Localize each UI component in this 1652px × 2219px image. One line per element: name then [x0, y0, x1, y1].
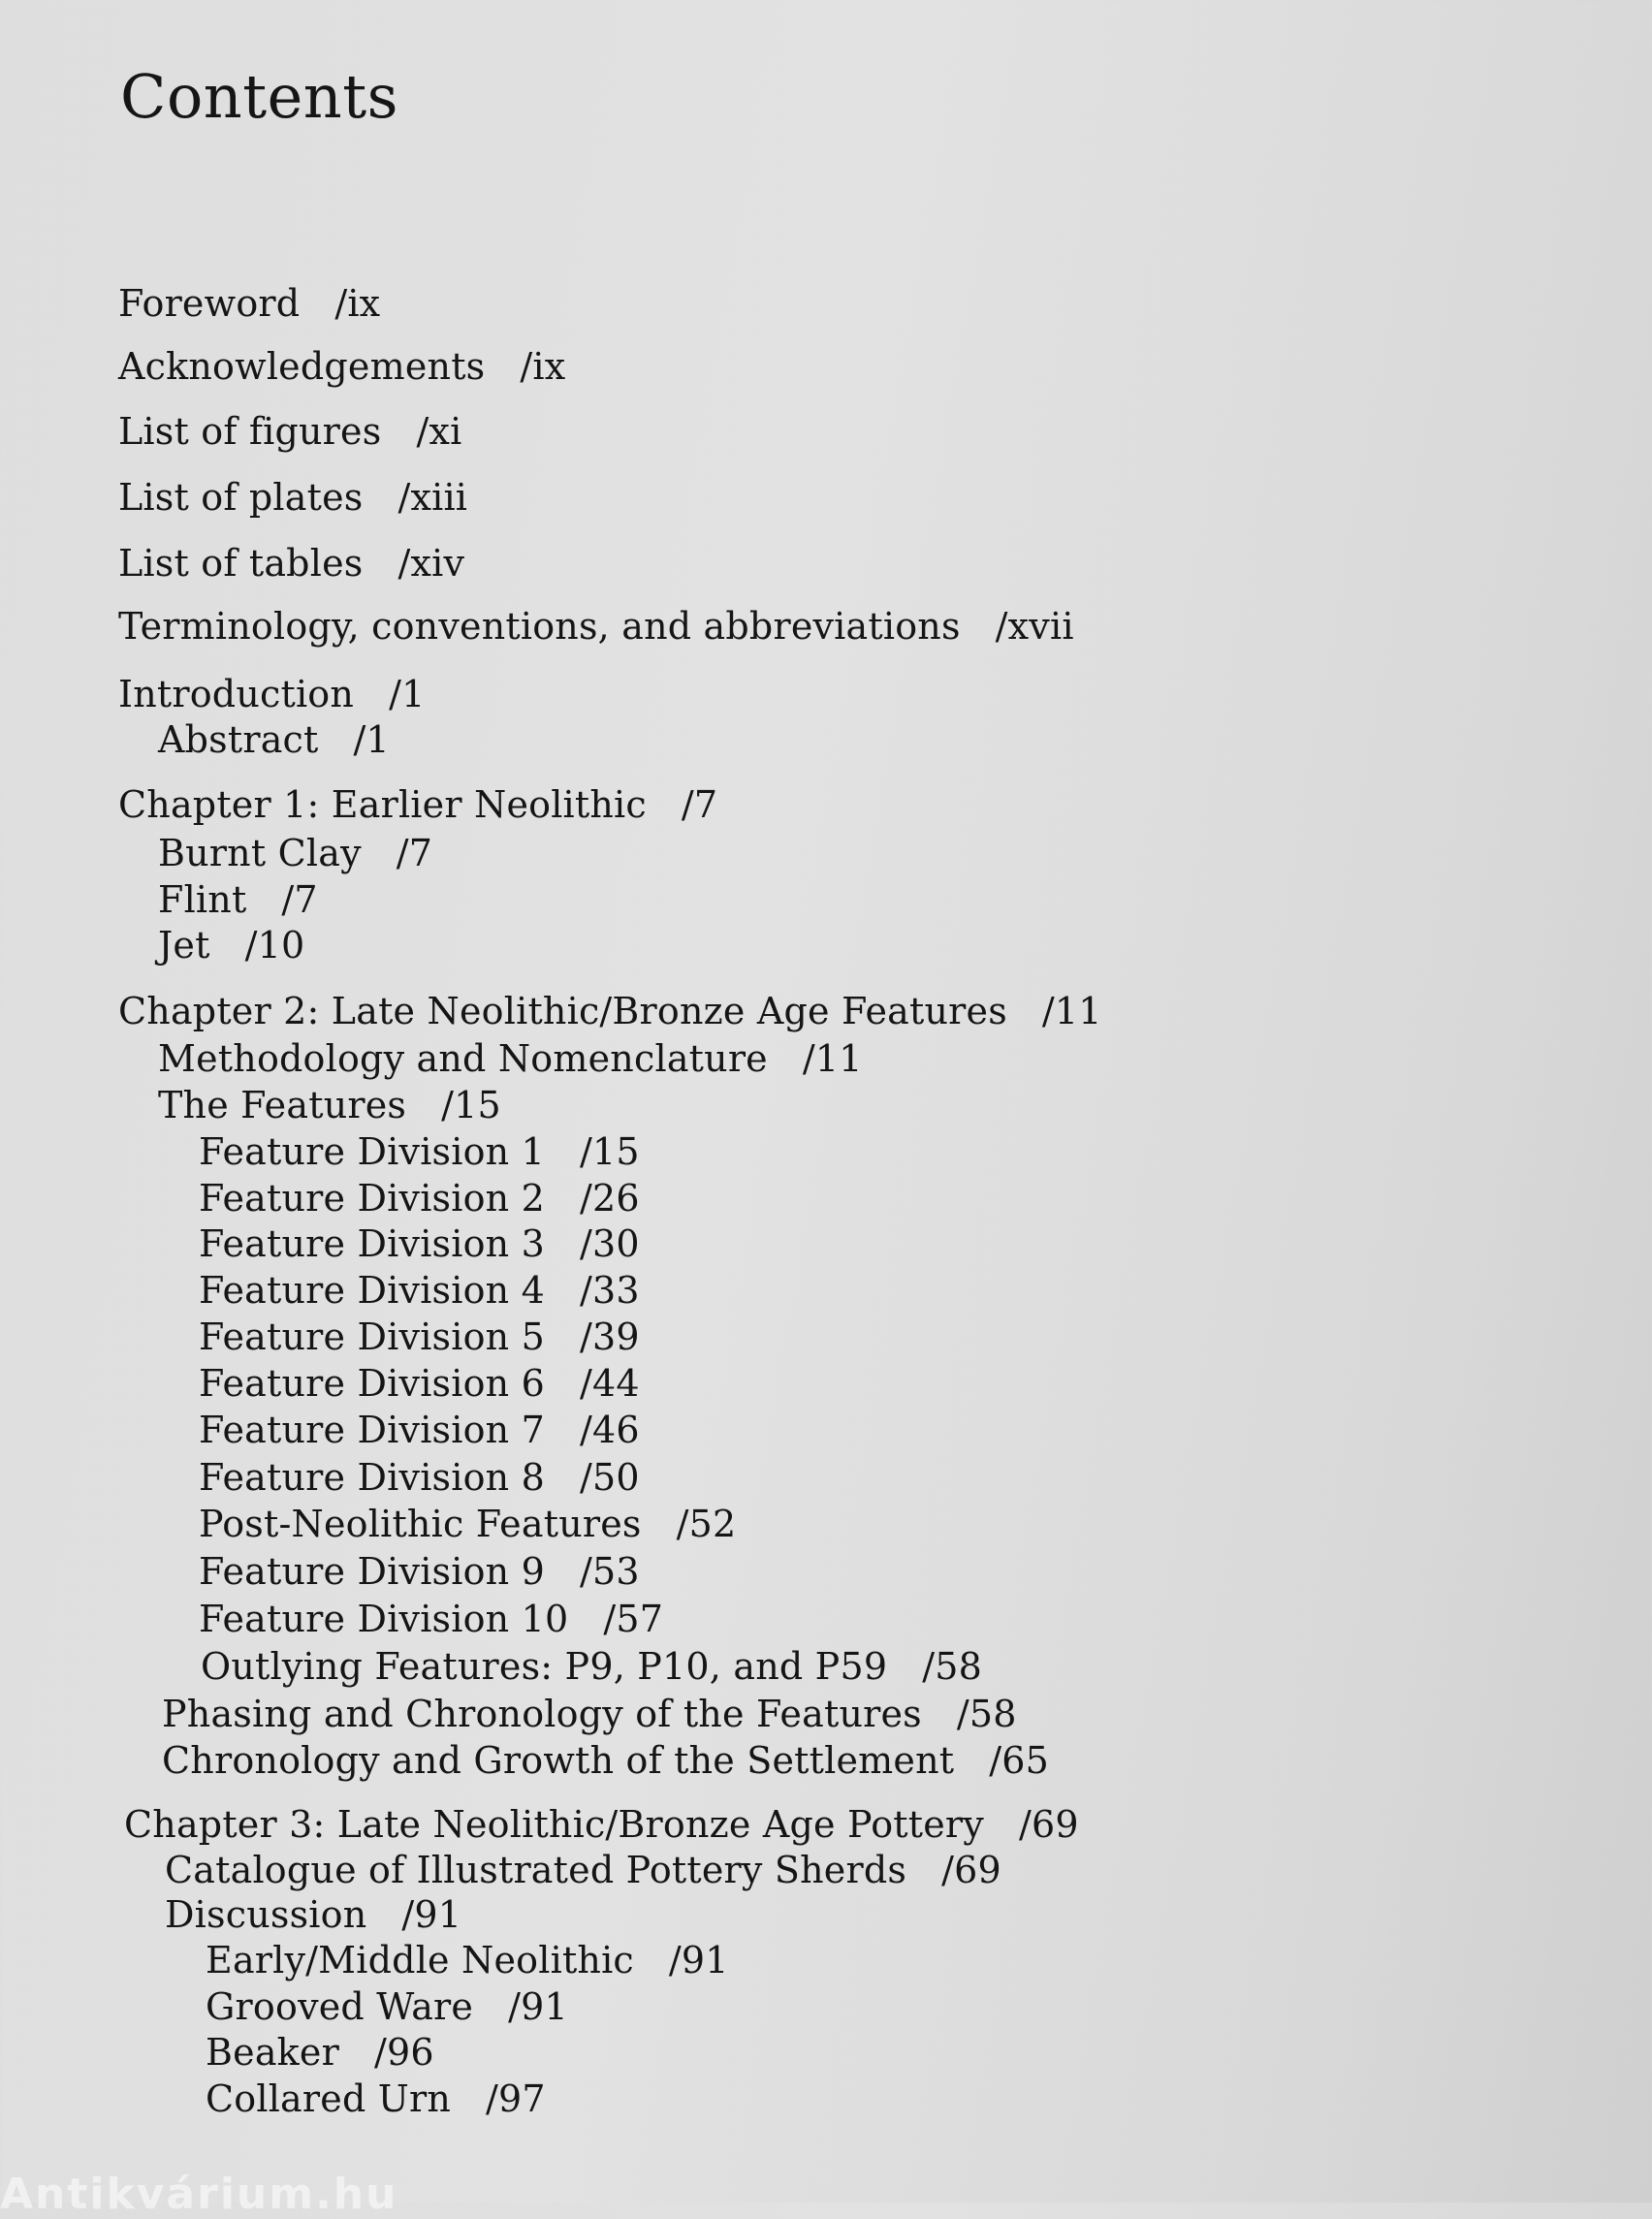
toc-entry-page: /1	[353, 718, 390, 761]
toc-entry-page: /91	[668, 1939, 729, 1981]
toc-entry-title: Chapter 2: Late Neolithic/Bronze Age Features	[118, 990, 1007, 1032]
toc-entry	[199, 1314, 640, 1360]
toc-entry-page: /52	[676, 1503, 737, 1545]
toc-entry-page: /57	[603, 1598, 664, 1640]
toc-entry-title: Post-Neolithic Features	[199, 1503, 642, 1545]
toc-entry	[206, 2029, 434, 2076]
toc-entry-title: Feature Division 2	[199, 1177, 546, 1220]
toc-entry	[118, 408, 461, 455]
toc-entry	[199, 1501, 736, 1547]
toc-entry-page: /39	[580, 1316, 640, 1358]
toc-entry	[118, 781, 717, 828]
toc-entry-title: List of tables	[118, 542, 364, 585]
toc-entry	[165, 1891, 461, 1938]
toc-entry-page: /69	[941, 1849, 1001, 1891]
toc-entry	[165, 1847, 1001, 1893]
toc-entry	[118, 540, 464, 586]
toc-entry	[206, 1983, 568, 2030]
toc-entry-title: Catalogue of Illustrated Pottery Sherds	[165, 1849, 907, 1891]
toc-entry-page: /97	[486, 2077, 546, 2120]
toc-entry-page: /44	[580, 1362, 640, 1405]
toc-entry-title: Discussion	[165, 1893, 367, 1936]
toc-entry-title: Grooved Ware	[206, 1985, 474, 2028]
toc-entry-title: Methodology and Nomenclature	[158, 1037, 768, 1080]
toc-entry-page: /53	[580, 1550, 640, 1593]
toc-entry	[199, 1128, 640, 1175]
toc-entry	[206, 1937, 729, 1983]
toc-entry-title: Beaker	[206, 2031, 339, 2074]
toc-entry-page: /15	[580, 1130, 640, 1173]
toc-entry-page: /58	[922, 1645, 982, 1688]
toc-entry-title: Collared Urn	[206, 2077, 452, 2120]
toc-entry-title: Early/Middle Neolithic	[206, 1939, 634, 1981]
toc-entry-title: Chronology and Growth of the Settlement	[162, 1739, 955, 1782]
toc-entry	[199, 1175, 640, 1221]
toc-entry-title: The Features	[158, 1084, 407, 1126]
toc-entry-page: /11	[802, 1037, 863, 1080]
toc-entry	[118, 603, 1074, 650]
toc-entry-title: Feature Division 5	[199, 1316, 546, 1358]
toc-entry	[199, 1220, 640, 1267]
toc-entry	[158, 922, 304, 968]
toc-entry-page: /26	[580, 1177, 640, 1220]
toc-entry	[158, 876, 318, 923]
toc-entry-title: Foreword	[118, 282, 301, 325]
toc-entry	[124, 1801, 1079, 1848]
toc-entry-page: /10	[244, 924, 305, 967]
toc-entry	[158, 830, 432, 876]
toc-entry	[199, 1407, 640, 1453]
toc-entry	[199, 1360, 640, 1407]
toc-entry-title: Feature Division 8	[199, 1456, 546, 1499]
toc-entry	[118, 988, 1102, 1034]
toc-entry-title: Chapter 3: Late Neolithic/Bronze Age Pottery	[124, 1803, 984, 1846]
toc-entry-page: /96	[373, 2031, 434, 2074]
toc-entry-title: Abstract	[158, 718, 319, 761]
toc-entry-title: Feature Division 10	[199, 1598, 569, 1640]
toc-entry-page: /91	[508, 1985, 568, 2028]
toc-entry	[206, 2076, 546, 2122]
watermark: Antikvárium.hu	[0, 2170, 398, 2219]
toc-entry-page: /46	[580, 1409, 640, 1451]
toc-entry-title: Feature Division 7	[199, 1409, 546, 1451]
toc-entry	[118, 280, 380, 327]
toc-entry-title: Feature Division 3	[199, 1222, 546, 1265]
toc-entry-page: /1	[389, 673, 426, 715]
toc-entry	[162, 1737, 1049, 1784]
toc-entry-page: /xiv	[397, 542, 465, 585]
toc-entry-page: /50	[580, 1456, 640, 1499]
toc-entry	[118, 343, 565, 390]
toc-entry	[199, 1596, 663, 1642]
toc-entry-page: /7	[681, 783, 718, 826]
toc-entry-title: List of figures	[118, 410, 382, 453]
toc-entry	[158, 1035, 863, 1082]
toc-entry	[118, 474, 467, 521]
toc-entry-page: /30	[580, 1222, 640, 1265]
toc-entry-title: Burnt Clay	[158, 832, 362, 874]
toc-entry-page: /xvii	[995, 605, 1074, 648]
toc-entry	[199, 1454, 640, 1501]
toc-entry-title: Feature Division 1	[199, 1130, 546, 1173]
toc-entry-title: Feature Division 6	[199, 1362, 546, 1405]
toc-entry-page: /7	[396, 832, 433, 874]
toc-entry-page: /ix	[520, 345, 566, 388]
toc-entry-page: /7	[281, 878, 318, 921]
toc-entry-title: Feature Division 4	[199, 1269, 546, 1312]
toc-entry	[199, 1548, 640, 1595]
toc-entry-title: Phasing and Chronology of the Features	[162, 1693, 922, 1735]
toc-entry-title: Introduction	[118, 673, 355, 715]
toc-entry-page: /65	[989, 1739, 1049, 1782]
toc-entry	[199, 1267, 640, 1314]
toc-entry-title: Acknowledgements	[118, 345, 486, 388]
toc-entry	[158, 716, 390, 763]
toc-entry-title: List of plates	[118, 476, 364, 519]
toc-entry-page: /15	[441, 1084, 501, 1126]
toc-entry	[158, 1082, 501, 1128]
toc-entry-page: /33	[580, 1269, 640, 1312]
toc-entry-page: /xi	[416, 410, 462, 453]
toc-entry-title: Jet	[158, 924, 210, 967]
toc-entry-title: Terminology, conventions, and abbreviations	[118, 605, 961, 648]
toc-entry-title: Chapter 1: Earlier Neolithic	[118, 783, 647, 826]
toc-entry-page: /ix	[334, 282, 381, 325]
toc-entry	[118, 671, 425, 717]
toc-entry-page: /69	[1018, 1803, 1079, 1846]
toc-entry	[201, 1643, 982, 1690]
toc-entry	[162, 1691, 1017, 1737]
toc-entry-title: Outlying Features: P9, P10, and P59	[201, 1645, 888, 1688]
toc-entry-page: /91	[401, 1893, 462, 1936]
toc-entry-title: Flint	[158, 878, 247, 921]
toc-entry-page: /58	[956, 1693, 1017, 1735]
page-title: Contents	[120, 61, 398, 132]
toc-entry-page: /xiii	[397, 476, 468, 519]
toc-entry-title: Feature Division 9	[199, 1550, 546, 1593]
toc-entry-page: /11	[1041, 990, 1102, 1032]
